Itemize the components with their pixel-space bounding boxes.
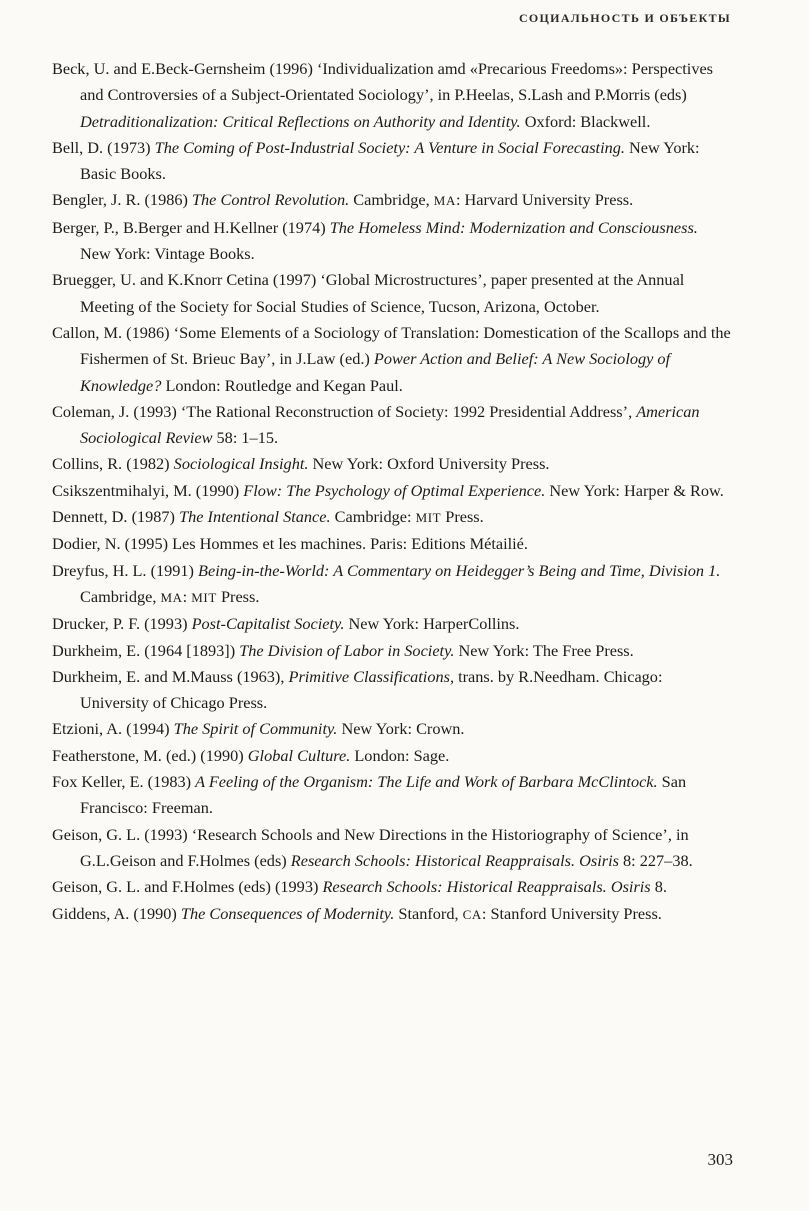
reference-text: : Stanford University Press. — [481, 903, 662, 923]
reference-text: Durkheim, E. and M.Mauss (1963), — [52, 666, 289, 686]
reference-text: Geison, G. L. (1993) ‘Research Schools and New Directions in the Historiography of Science’, in G.L.Geison and F.Holmes (eds) — [52, 824, 689, 870]
reference-entry — [52, 135, 732, 188]
reference-text: New York: The Free Press. — [454, 640, 634, 660]
reference-text: Geison, G. L. and F.Holmes (eds) (1993) — [52, 877, 323, 897]
reference-entry — [52, 320, 732, 399]
reference-entry — [52, 769, 732, 822]
reference-text: London: Sage. — [350, 745, 450, 765]
reference-entry — [52, 187, 732, 214]
reference-text: Callon, M. (1986) ‘Some Elements of a Sociology of Translation: Domestication of the Scallops and the Fishermen of St. Brieuc Bay’, in J.Law (ed.) — [52, 322, 731, 369]
reference-title: The Consequences of Modernity. — [180, 903, 395, 923]
reference-entry — [52, 664, 732, 717]
reference-text: 58: 1–15. — [212, 428, 279, 448]
reference-text: New York: HarperCollins. — [344, 614, 520, 634]
reference-entry — [52, 56, 732, 135]
reference-entry — [52, 638, 732, 664]
reference-text: New York: Basic Books. — [80, 137, 700, 184]
reference-text: MA — [433, 193, 456, 209]
reference-entry — [52, 478, 732, 504]
reference-entry — [52, 399, 732, 452]
reference-entry — [52, 743, 732, 769]
reference-entry — [52, 504, 732, 531]
running-head: СОЦИАЛЬНОСТЬ И ОБЪЕКТЫ — [518, 11, 731, 25]
page-number: 303 — [707, 1150, 733, 1169]
reference-title: The Control Revolution. — [191, 190, 350, 210]
reference-text: Press. — [441, 507, 484, 527]
reference-entry — [52, 611, 732, 637]
reference-text: MIT — [415, 510, 442, 526]
reference-text: Berger, P., B.Berger and H.Kellner (1974) — [52, 217, 330, 237]
reference-text: 8. — [650, 877, 667, 897]
reference-text: New York: Harper & Row. — [545, 480, 724, 500]
reference-text: Bruegger, U. and K.Knorr Cetina (1997) ‘Global Microstructures’, paper presented at the Annual Meeting of the Society for Social Studies of Science, Tucson, Arizona, October. — [52, 270, 685, 316]
reference-text: Press. — [216, 586, 260, 606]
reference-text: Coleman, J. (1993) ‘The Rational Reconstruction of Society: 1992 Presidential Address’, — [52, 401, 637, 421]
reference-entry — [52, 901, 732, 928]
reference-text: 8: 227–38. — [618, 850, 693, 870]
reference-text: Cambridge, — [349, 190, 434, 210]
reference-entry — [52, 874, 732, 900]
reference-text: Collins, R. (1982) — [52, 454, 174, 474]
reference-title: Global Culture. — [247, 745, 351, 765]
reference-entry — [52, 822, 732, 875]
reference-title: The Homeless Mind: Modernization and Consciousness. — [329, 217, 698, 237]
reference-text: : — [182, 586, 192, 606]
reference-text: Durkheim, E. (1964 [1893]) — [52, 640, 240, 660]
reference-title: The Spirit of Community. — [173, 719, 338, 739]
reference-title: Detraditionalization: Critical Reflections on Authority and Identity. — [80, 111, 521, 131]
reference-text: Dreyfus, H. L. (1991) — [52, 560, 199, 580]
reference-entry — [52, 267, 732, 320]
reference-text: Etzioni, A. (1994) — [52, 719, 174, 739]
reference-text: trans. by R.Needham. Chicago: University of Chicago Press. — [80, 666, 663, 713]
reference-text: Bell, D. (1973) — [52, 137, 155, 157]
reference-entry — [52, 716, 732, 742]
reference-title: The Division of Labor in Society. — [239, 640, 455, 660]
reference-entry — [52, 558, 732, 612]
reference-text: San Francisco: Freeman. — [80, 772, 687, 818]
reference-text: Cambridge, — [80, 586, 161, 606]
reference-text: Beck, U. and E.Beck-Gernsheim (1996) ‘Individualization amd «Precarious Freedoms»: Perspectives and Controversies of a Subject-Orientated Sociology’, in P.Heelas, S.Lash and P.Morris (eds) — [52, 59, 714, 105]
reference-text: New York: Crown. — [337, 719, 465, 739]
reference-title: Power Action and Belief: A New Sociology of Knowledge? — [80, 349, 671, 395]
reference-text: Csikszentmihalyi, M. (1990) — [52, 480, 244, 500]
reference-text: MIT — [191, 589, 217, 605]
reference-title: American Sociological Review — [80, 401, 700, 448]
reference-text: Fox Keller, E. (1983) — [52, 772, 196, 792]
reference-entry — [52, 215, 732, 268]
reference-text: Bengler, J. R. (1986) — [52, 190, 192, 210]
reference-text: Drucker, P. F. (1993) — [52, 614, 192, 634]
reference-text: London: Routledge and Kegan Paul. — [161, 375, 403, 395]
reference-text: Dennett, D. (1987) — [52, 507, 180, 527]
reference-title: Sociological Insight. — [173, 454, 309, 474]
reference-title: A Feeling of the Organism: The Life and Work of Barbara McClintock. — [195, 772, 658, 792]
reference-title: Primitive Classifications, — [288, 666, 455, 686]
reference-list — [52, 56, 732, 928]
reference-text: Giddens, A. (1990) — [52, 903, 181, 923]
reference-title: The Intentional Stance. — [179, 507, 331, 527]
reference-text: Oxford: Blackwell. — [520, 111, 651, 131]
reference-title: Being-in-the-World: A Commentary on Heidegger’s Being and Time, Division 1. — [198, 560, 721, 580]
reference-title: Research Schools: Historical Reappraisals. Osiris — [290, 850, 619, 870]
reference-entry — [52, 531, 732, 557]
reference-text: MA — [160, 589, 183, 605]
reference-title: Post-Capitalist Society. — [191, 614, 345, 634]
reference-text: : Harvard University Press. — [455, 190, 634, 210]
reference-title: The Coming of Post-Industrial Society: A Venture in Social Forecasting. — [154, 137, 625, 157]
reference-text: Featherstone, M. (ed.) (1990) — [52, 745, 248, 765]
reference-text: Cambridge: — [330, 507, 416, 527]
reference-text: CA — [462, 906, 482, 922]
reference-text: New York: Oxford University Press. — [308, 454, 550, 474]
reference-title: Research Schools: Historical Reappraisals. Osiris — [322, 877, 651, 897]
reference-text: New York: Vintage Books. — [80, 244, 255, 264]
reference-text: Dodier, N. (1995) Les Hommes et les machines. Paris: Editions Métailié. — [52, 534, 528, 554]
reference-title: Flow: The Psychology of Optimal Experience. — [243, 480, 546, 500]
reference-entry — [52, 451, 732, 477]
reference-text: Stanford, — [394, 903, 463, 923]
